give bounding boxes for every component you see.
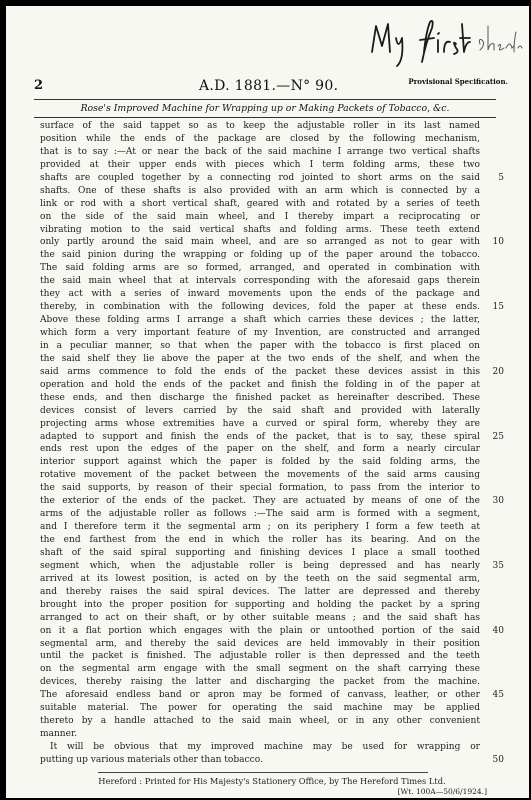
line-text: shaft of the said spiral supporting and finishing devices I place a small toothed xyxy=(40,547,480,558)
text-line xyxy=(40,133,480,146)
line-text: arranged to act on their shaft, or by other suitable means ; and the said shaft has xyxy=(40,612,480,623)
text-line xyxy=(40,715,480,728)
line-text: which form a very important feature of my Invention, are constructed and arranged xyxy=(40,328,480,338)
line-text: the said shelf they lie above the paper at the two ends of the shelf, and when the xyxy=(40,353,480,364)
page-number: 2 xyxy=(34,78,44,93)
line-text: It will be obvious that my improved machine may be used for wrapping or xyxy=(50,742,480,752)
line-text: shafts. One of these shafts is also provided with an arm which is connected by a xyxy=(40,185,480,196)
line-text: the end farthest from the end in which the roller has its bearing. And on the xyxy=(40,535,480,545)
text-line xyxy=(40,327,480,340)
line-text: manner. xyxy=(40,729,78,740)
line-number: 15 xyxy=(492,302,504,313)
text-line xyxy=(40,224,480,237)
line-text: on it a flat portion which engages with the plain or untoothed portion of the said xyxy=(40,625,480,636)
body-text xyxy=(40,120,504,767)
line-text: they act with a series of inward movements upon the ends of the package and xyxy=(40,289,480,300)
line-text: the said supports, by reason of their special formation, to pass from the interior to xyxy=(40,483,480,494)
text-line xyxy=(40,275,480,288)
line-text: The aforesaid endless band or apron may be formed of canvass, leather, or other xyxy=(40,690,480,701)
line-text: suitable material. The power for operating the said machine may be applied xyxy=(40,703,480,714)
line-text: devices, thereby raising the latter and discharging the packet from the machine. xyxy=(40,677,480,688)
line-number: 25 xyxy=(492,431,504,442)
line-text: segmental arm, and thereby the said devices are held immovably in their position xyxy=(40,638,480,649)
line-text: position while the ends of the package are closed by the following mechanism, xyxy=(40,133,480,144)
page-header xyxy=(34,77,508,98)
provisional-label: Provisional Specification. xyxy=(408,77,508,86)
text-line xyxy=(40,495,504,508)
line-text: these ends, and then discharge the finished packet as hereinafter described. These xyxy=(40,392,480,403)
text-line xyxy=(40,198,480,211)
text-line xyxy=(40,482,480,495)
text-line xyxy=(40,508,480,521)
text-line xyxy=(40,741,480,754)
text-line xyxy=(40,405,480,418)
line-text: vibrating motion to the said vertical shafts and folding arms. These teeth extend xyxy=(40,224,480,235)
text-line xyxy=(40,469,480,482)
line-text: surface of the said tappet so as to keep the adjustable roller in its last named xyxy=(40,121,480,131)
footer-rule xyxy=(98,772,428,773)
text-line xyxy=(40,314,480,327)
text-line xyxy=(40,728,480,741)
text-line xyxy=(40,573,480,586)
line-text: only partly around the said main wheel, and are so arranged as not to gear with xyxy=(40,237,480,248)
line-text: operation and hold the ends of the packet and finish the folding in of the paper at xyxy=(40,379,480,390)
text-line xyxy=(40,456,480,469)
text-line xyxy=(40,612,480,625)
line-text: said arms commence to fold the ends of the packet these devices assist in this xyxy=(40,366,480,377)
line-text: until the packet is finished. The adjustable roller is then depressed and the teeth xyxy=(40,651,480,662)
line-number: 45 xyxy=(492,690,504,701)
line-text: on the side of the said main wheel, and I thereby impart a reciprocating or xyxy=(40,211,480,222)
text-line xyxy=(40,560,504,573)
handwritten-signature xyxy=(364,12,526,70)
text-line xyxy=(40,159,480,172)
document-page xyxy=(6,6,529,798)
text-line xyxy=(40,172,504,185)
text-line xyxy=(40,689,504,702)
running-title: Rose's Improved Machine for Wrapping up or Making Packets of Tobacco, &c. xyxy=(80,103,450,114)
line-text: on the segmental arm engage with the small segment on the shaft carrying these xyxy=(40,664,480,675)
line-text: devices consist of levers carried by the said shaft and provided with laterally xyxy=(40,405,480,416)
signature-drawing xyxy=(364,12,526,70)
line-text: the exterior of the ends of the packet. They are actuated by means of one of the xyxy=(40,496,480,507)
text-line xyxy=(40,702,480,715)
header-rule xyxy=(34,99,496,100)
text-line xyxy=(40,185,480,198)
line-text: interior support against which the paper is folded by the said folding arms, the xyxy=(40,457,480,468)
text-line xyxy=(40,236,504,249)
line-text: and I therefore term it the segmental arm ; on its periphery I form a few teeth at xyxy=(40,522,480,533)
line-number: 30 xyxy=(492,496,504,507)
text-line xyxy=(40,120,480,133)
title-rule xyxy=(34,117,496,118)
line-number: 50 xyxy=(492,754,504,765)
line-text: that is to say :—At or near the back of the said machine I arrange two vertical shafts xyxy=(40,146,480,157)
text-line xyxy=(40,521,480,534)
line-text: thereto by a handle attached to the said main wheel, or in any other convenient xyxy=(40,716,480,727)
line-number: 40 xyxy=(492,625,504,636)
line-text: adapted to support and finish the ends of the packet, that is to say, these spiral xyxy=(40,431,480,442)
line-text: Above these folding arms I arrange a shaft which carries these devices ; the latter, xyxy=(40,315,480,326)
line-text: shafts are coupled together by a connecting rod jointed to short arms on the said xyxy=(40,172,480,183)
text-line xyxy=(40,534,480,547)
text-line xyxy=(40,663,480,676)
text-line xyxy=(40,288,480,301)
line-number: 35 xyxy=(492,560,504,571)
line-text: arrived at its lowest position, is acted on by the teeth on the said segmental arm, xyxy=(40,573,480,584)
line-text: in a peculiar manner, so that when the paper with the tobacco is first placed on xyxy=(40,340,480,351)
patent-number: A.D. 1881.—N° 90. xyxy=(199,78,339,94)
line-text: rotative movement of the packet between the movements of the said arms causing xyxy=(40,470,480,481)
text-line xyxy=(40,379,480,392)
text-line xyxy=(40,547,480,560)
line-text: projecting arms whose extremities have a curved or spiral form, whereby they are xyxy=(40,418,480,429)
text-line xyxy=(40,599,480,612)
line-text: putting up various materials other than tobacco. xyxy=(40,754,263,765)
text-line xyxy=(40,262,480,275)
line-number: 20 xyxy=(492,366,504,377)
line-text: the said main wheel that at intervals corresponding with the aforesaid gaps therein xyxy=(40,276,480,287)
line-text: brought into the proper position for supporting and holding the packet by a spring xyxy=(40,599,480,610)
printer-credit: Hereford : Printed for His Majesty's Stationery Office, by The Hereford Times Ltd. xyxy=(98,776,446,786)
text-line xyxy=(40,625,504,638)
line-text: thereby, in combination with the following devices, fold the paper at these ends. xyxy=(40,302,480,313)
line-text: segment which, when the adjustable roller is being depressed and has nearly xyxy=(40,560,480,571)
text-line xyxy=(40,211,480,224)
text-line xyxy=(40,676,480,689)
line-number: 10 xyxy=(492,237,504,248)
text-line xyxy=(40,366,504,379)
text-line xyxy=(40,418,480,431)
text-line xyxy=(40,650,480,663)
text-line xyxy=(40,443,480,456)
text-line xyxy=(40,754,504,767)
text-line xyxy=(40,340,480,353)
text-line xyxy=(40,146,480,159)
text-line xyxy=(40,431,504,444)
line-text: the said pinion during the wrapping or folding up of the paper around the tobacco. xyxy=(40,250,480,261)
line-text: The said folding arms are so formed, arranged, and operated in combination with xyxy=(40,263,480,274)
line-text: ends rest upon the edges of the paper on the shelf, and form a nearly circular xyxy=(40,444,480,455)
line-text: link or rod with a short vertical shaft, geared with and rotated by a series of teeth xyxy=(40,198,480,209)
text-line xyxy=(40,353,480,366)
print-imprint: [Wt. 100A—50/6/1924.] xyxy=(397,787,487,796)
line-number: 5 xyxy=(498,172,504,183)
line-text: provided at their upper ends with pieces which I term folding arms, these two xyxy=(40,159,480,170)
text-line xyxy=(40,586,480,599)
line-text: arms of the adjustable roller as follows :—The said arm is formed with a segment, xyxy=(40,509,480,520)
text-line xyxy=(40,638,480,651)
line-text: and thereby raises the said spiral devices. The latter are depressed and thereby xyxy=(40,586,480,597)
text-line xyxy=(40,301,504,314)
text-line xyxy=(40,392,480,405)
text-line xyxy=(40,249,480,262)
